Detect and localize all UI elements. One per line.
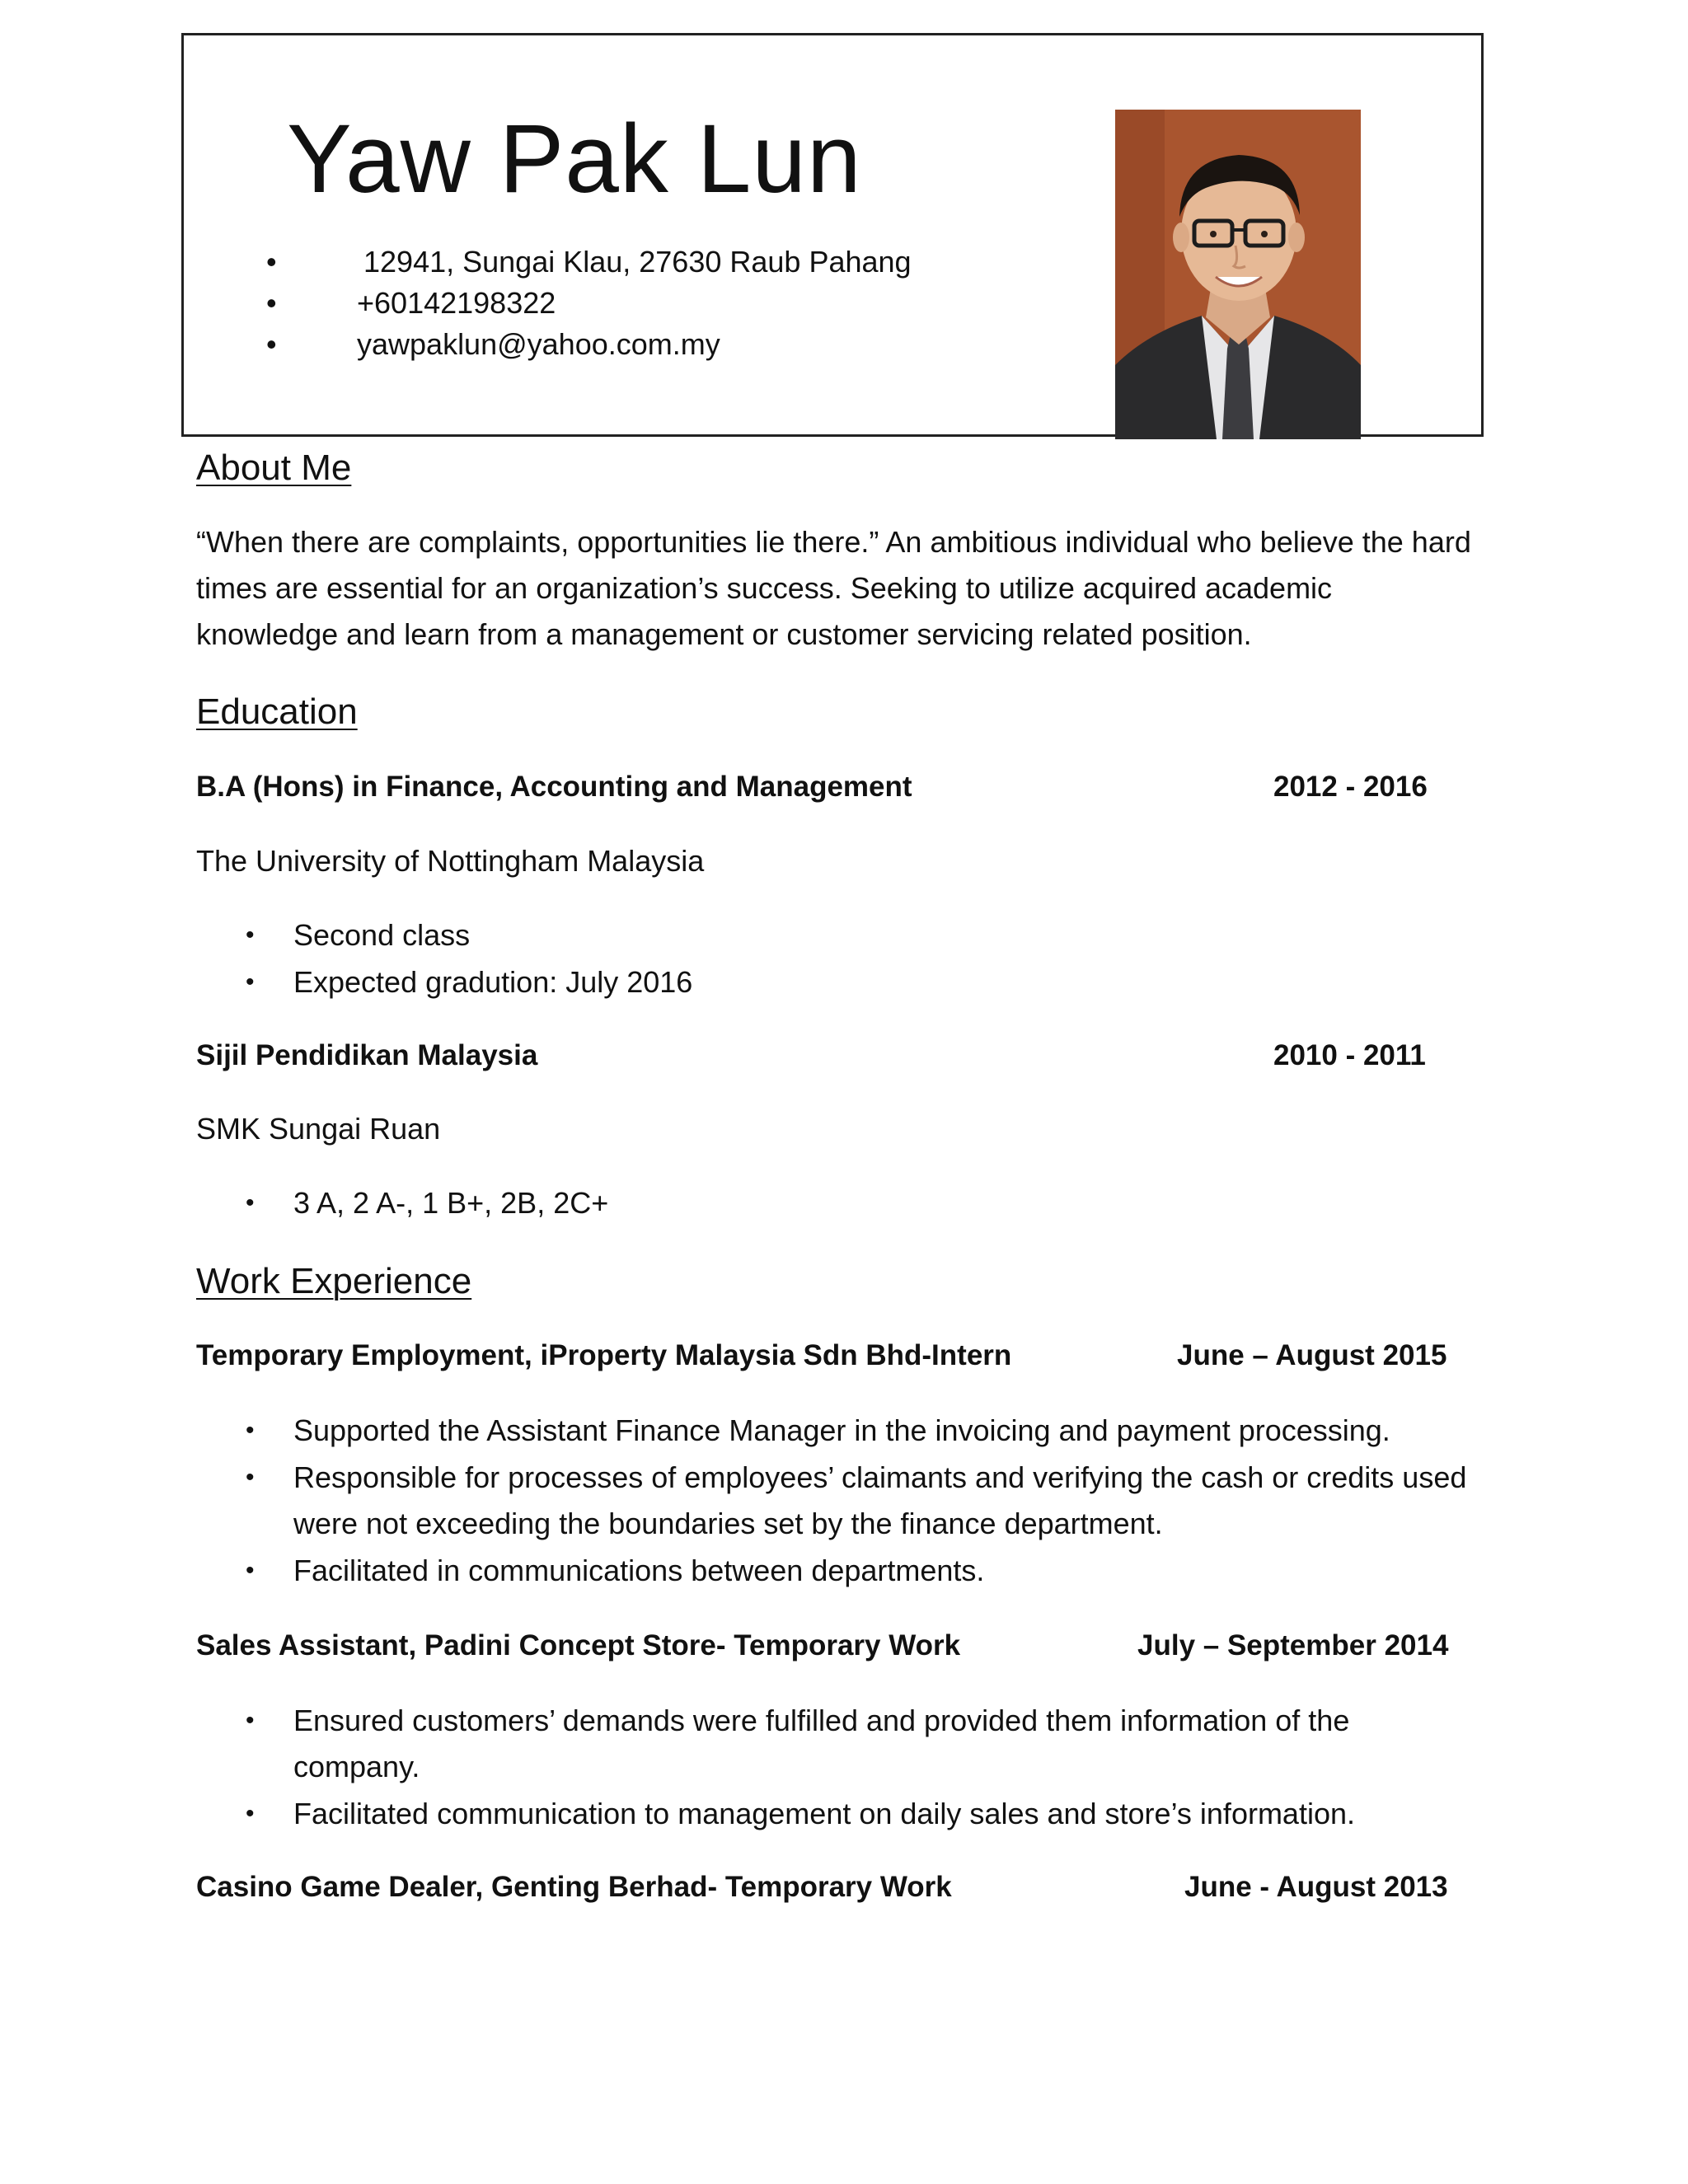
bullet-icon: • [246,1417,255,1444]
profile-photo [1115,110,1361,439]
list-item-text: Supported the Assistant Finance Manager in the invoicing and payment processing. [293,1413,1390,1447]
work-points [196,1408,1482,1595]
portrait-illustration [1115,110,1361,439]
education-points [196,1180,1482,1227]
list-item [196,912,1482,958]
list-item-text: Facilitated in communications between departments. [293,1554,985,1587]
contact-email [250,324,912,365]
bullet-icon: • [246,968,255,996]
list-item [196,1180,1482,1226]
education-degree: Sijil Pendidikan Malaysia [196,1039,538,1071]
list-item [196,1698,1482,1790]
education-points [196,912,1482,1006]
list-item [196,1791,1482,1837]
bullet-icon: • [246,1464,255,1491]
education-dates: 2010 - 2011 [1273,1039,1426,1071]
about-section-title: About Me [196,448,352,488]
bullet-icon: • [246,1557,255,1584]
list-item-text: Facilitated communication to management on daily sales and store’s information. [293,1797,1356,1830]
list-item-text: Responsible for processes of employees’ claimants and verifying the cash or credits used were not exceeding the boundaries set by the finance department. [293,1460,1467,1540]
contact-phone [250,283,912,324]
about-text: “When there are complaints, opportunities lie there.” An ambitious individual who believe the hard times are essential for an organization’s success. Seeking to utilize acquired academic knowledge and learn from a management or customer servicing related position. [196,525,1471,651]
bullet-icon: • [246,921,255,949]
bullet-icon: • [266,327,277,361]
education-institution: The University of Nottingham Malaysia [196,844,705,878]
contact-list [250,241,912,365]
list-item-text: Second class [293,918,471,952]
bullet-icon: • [266,245,277,279]
email-text: yawpaklun@yahoo.com.my [357,327,720,361]
address-text: 12941, Sungai Klau, 27630 Raub Pahang [363,245,912,279]
work-role: Temporary Employment, iProperty Malaysia Sdn Bhd-Intern [196,1339,1012,1371]
phone-text: +60142198322 [357,286,556,320]
list-item [196,1455,1482,1547]
work-role: Sales Assistant, Padini Concept Store- Temporary Work [196,1629,961,1661]
work-section-title: Work Experience [196,1261,472,1301]
education-dates: 2012 - 2016 [1273,771,1428,803]
bullet-icon: • [246,1189,255,1216]
work-points [196,1698,1482,1838]
list-item-text: Expected gradution: July 2016 [293,965,693,999]
candidate-name: Yaw Pak Lun [287,105,862,213]
education-institution: SMK Sungai Ruan [196,1112,441,1146]
work-dates: June – August 2015 [1177,1339,1447,1371]
bullet-icon: • [246,1707,255,1734]
education-degree: B.A (Hons) in Finance, Accounting and Management [196,771,912,803]
list-item [196,1408,1482,1454]
work-dates: June - August 2013 [1184,1871,1448,1903]
bullet-icon: • [246,1800,255,1827]
work-role: Casino Game Dealer, Genting Berhad- Temporary Work [196,1871,952,1903]
list-item-text: 3 A, 2 A-, 1 B+, 2B, 2C+ [293,1186,609,1220]
list-item [196,1548,1482,1594]
education-section-title: Education [196,691,358,732]
list-item [196,959,1482,1005]
header-box [181,33,1484,437]
work-dates: July – September 2014 [1137,1629,1449,1661]
list-item-text: Ensured customers’ demands were fulfilled and provided them information of the company. [293,1704,1350,1783]
bullet-icon: • [266,286,277,320]
contact-address [250,241,912,283]
